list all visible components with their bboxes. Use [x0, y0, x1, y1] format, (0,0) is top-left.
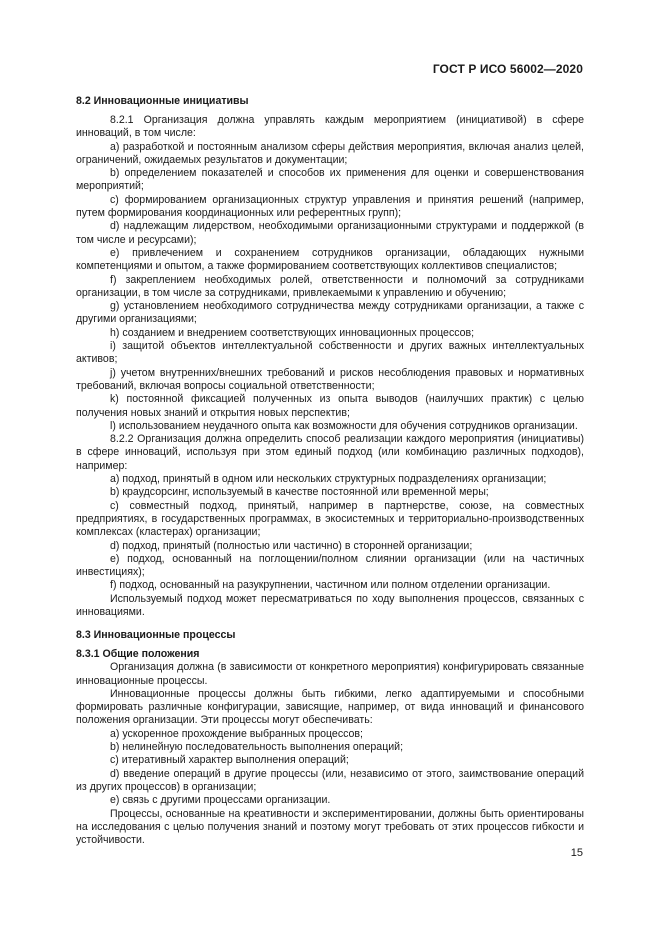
- list-item: f) подход, основанный на разукрупнении, частичном или полном отделении организации.: [110, 579, 551, 592]
- section-8-3-body: [76, 661, 584, 847]
- list-item: f) закреплением необходимых ролей, ответственности и полномочий за сотрудниками организации, в том числе за сотрудниками, привлекаемыми к управлению и обучению;: [76, 273, 584, 299]
- list-item: c) совместный подход, принятый, например в партнерстве, союзе, на совместных предприятиях, в государственных программах, в экосистемных и территориально-производственных комплексах (кластерах) организации;: [76, 499, 584, 539]
- list-item: b) определением показателей и способов их применения для оценки и совершенствования мероприятий;: [76, 167, 584, 193]
- list-item: a) разработкой и постоянным анализом сферы действия мероприятия, включая анализ целей, ограничений, ожидаемых результатов и документации;: [76, 140, 584, 166]
- list-item: e) связь с другими процессами организации.: [110, 794, 331, 807]
- section-heading-8-2: 8.2 Инновационные инициативы: [76, 95, 249, 107]
- list-item: g) установлением необходимого сотрудничества между сотрудниками организации, а также с другими организациями;: [76, 300, 584, 326]
- page-number: 15: [570, 847, 583, 859]
- list-item: e) подход, основанный на поглощении/полном слиянии организации (или на частичных инвестициях);: [76, 552, 584, 579]
- paragraph: Организация должна (в зависимости от конкретного мероприятия) конфигурировать связанные инновационные процессы.: [76, 661, 584, 687]
- list-item: a) ускоренное прохождение выбранных процессов;: [110, 727, 363, 740]
- list-item: h) созданием и внедрением соответствующих инновационных процессов;: [110, 326, 475, 339]
- list-item: d) введение операций в другие процессы (или, независимо от этого, заимствование операций из других процессов) в организации;: [76, 767, 584, 793]
- page-content: [76, 94, 584, 847]
- list-item: c) формированием организационных структур управления и принятия решений (например, путем формирования координационных или референтных групп);: [76, 193, 584, 220]
- list-item: d) надлежащим лидерством, необходимыми организационными структурами и поддержкой (в том числе и ресурсами);: [76, 220, 584, 246]
- list-item: d) подход, принятый (полностью или частично) в сторонней организации;: [110, 539, 473, 552]
- list-item: b) нелинейную последовательность выполнения операций;: [110, 741, 404, 754]
- list-item: j) учетом внутренних/внешних требований и рисков несоблюдения правовых и нормативных требований, включая вопросы социальной ответственности;: [76, 366, 584, 392]
- list-item: i) защитой объектов интеллектуальной собственности и других важных интеллектуальных активов;: [76, 340, 584, 366]
- paragraph: 8.2.2 Организация должна определить способ реализации каждого мероприятия (инициативы) в сфере инноваций, используя при этом единый подход (или комбинацию различных подходов), например:: [76, 433, 584, 472]
- list-item: k) постоянной фиксацией полученных из опыта выводов (наилучших практик) с целью получения новых знаний и открытия новых перспектив;: [76, 393, 584, 419]
- paragraph: 8.2.1 Организация должна управлять каждым мероприятием (инициативой) в сфере инноваций, в том числе:: [76, 114, 584, 140]
- list-item: a) подход, принятый в одном или нескольких структурных подразделениях организации;: [110, 473, 547, 486]
- paragraph: Процессы, основанные на креативности и экспериментировании, должны быть ориентированы на исследования с целью получения знаний и поэтому могут требовать от этих процессов гибкости и устойчивости.: [76, 807, 584, 847]
- document-standard-id: ГОСТ Р ИСО 56002—2020: [432, 62, 583, 76]
- paragraph: Используемый подход может пересматриваться по ходу выполнения процессов, связанных с инновациями.: [76, 592, 584, 618]
- list-item: b) краудсорсинг, используемый в качестве постоянной или временной меры;: [110, 486, 489, 499]
- list-item: c) итеративный характер выполнения операций;: [110, 754, 349, 767]
- list-item: l) использованием неудачного опыта как возможности для обучения сотрудников организации.: [110, 419, 578, 432]
- paragraph: Инновационные процессы должны быть гибкими, легко адаптируемыми и способными формировать различные конфигурации, зависящие, например, от вида инноваций и финансового положения организации. Эти процессы могут обеспечивать:: [76, 687, 584, 727]
- section-8-2-body: [76, 114, 584, 619]
- section-heading-8-3: 8.3 Инновационные процессы: [76, 629, 236, 642]
- list-item: e) привлечением и сохранением сотрудников организации, обладающих нужными компетенциями и опытом, а также формированием соответствующих коллективов специалистов;: [76, 246, 584, 273]
- subsection-heading-8-3-1: 8.3.1 Общие положения: [76, 648, 200, 661]
